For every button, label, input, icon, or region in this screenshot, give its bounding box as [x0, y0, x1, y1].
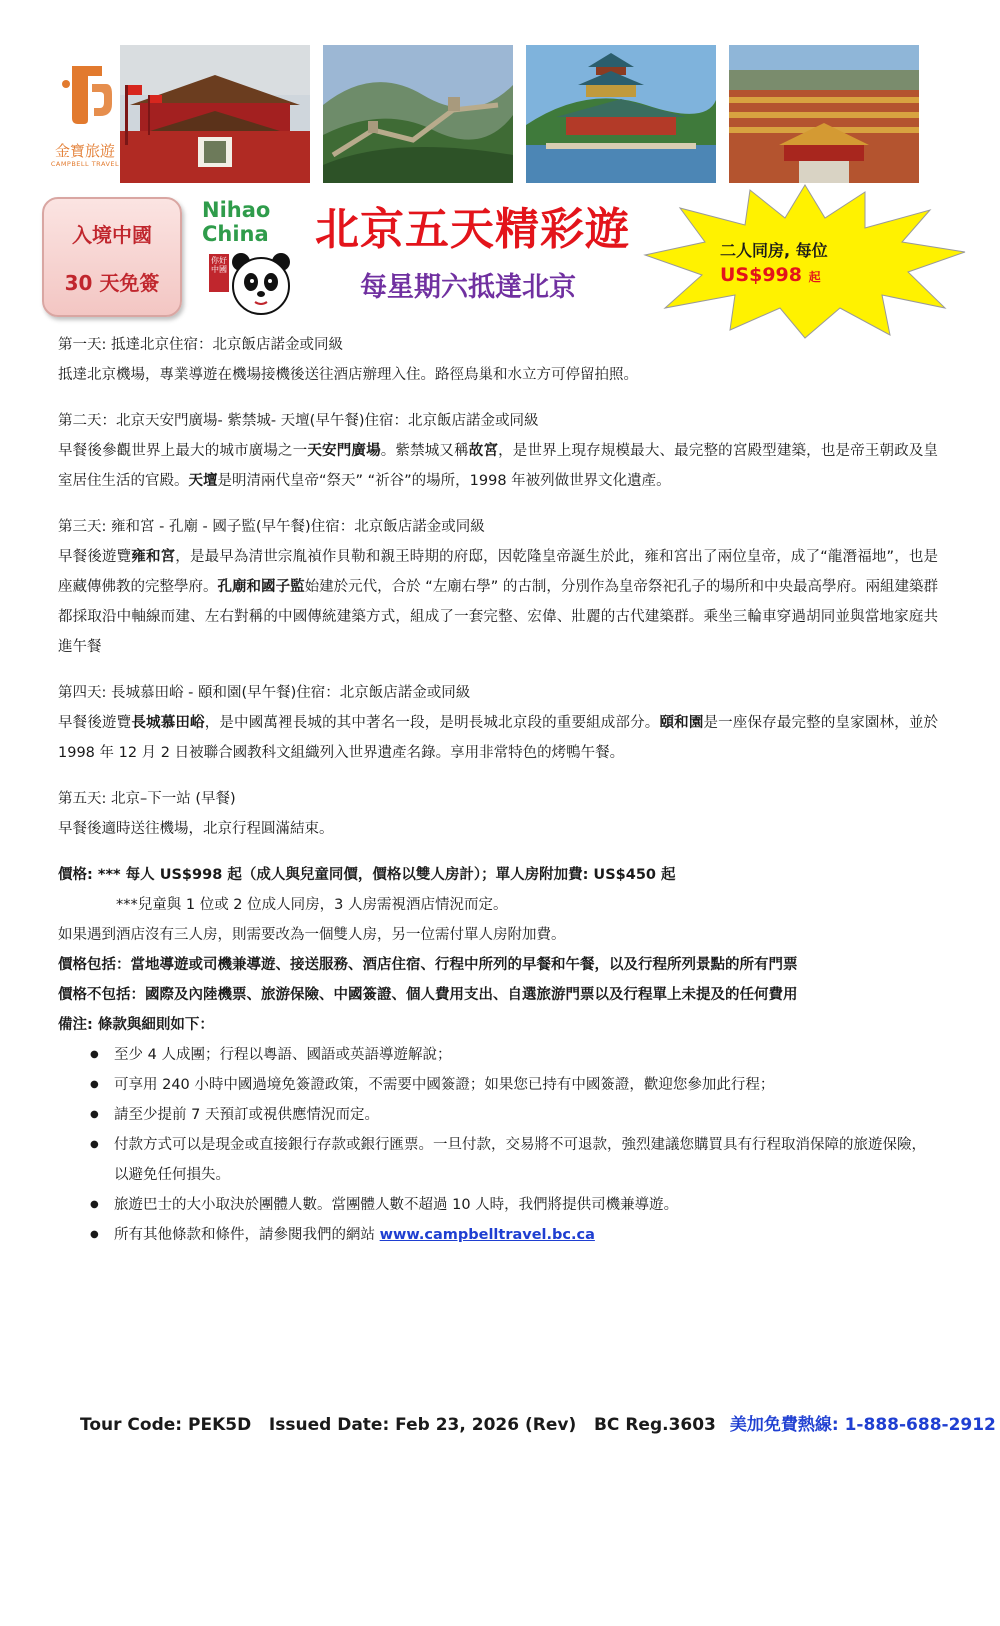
price-excludes: 價格不包括：國際及內陸機票、旅游保險、中國簽證、個人費用支出、自選旅游門票以及行程單上未提及的任何費用: [58, 987, 798, 1003]
price-burst-amount: US$998: [720, 264, 802, 286]
price-line: [58, 860, 938, 890]
list-item: ● 至少 4 人成團；行程以粵語、國語或英語導遊解說；: [90, 1040, 938, 1070]
brand-name-cn: 金寶旅遊: [54, 142, 115, 160]
day-title: 第四天: 長城慕田峪 - 頤和園(早午餐)住宿：北京飯店諾金或同級: [58, 685, 471, 701]
panda-icon: [229, 248, 293, 318]
day-5: [58, 784, 938, 844]
highlight-forbidden-city: 故宮: [468, 443, 499, 459]
highlight-confucius-temple: 孔廟和國子監: [217, 579, 305, 595]
day-4: [58, 678, 938, 768]
highlight-tiananmen: 天安門廣場: [307, 443, 381, 459]
list-item: ● 旅遊巴士的大小取決於團體人數。當團體人數不超過 10 人時，我們將提供司機兼導遊。: [90, 1190, 938, 1220]
child-policy: ***兒童與 1 位或 2 位成人同房，3 人房需視酒店情況而定。: [116, 897, 508, 913]
nihao-seal: 你好中國: [209, 254, 229, 292]
price-burst-label: 二人同房, 每位: [720, 241, 828, 260]
china-text: China: [202, 222, 269, 246]
text-run: ，是中國萬裡長城的其中著名一段，是明長城北京段的重要組成部分。: [204, 715, 660, 731]
list-item: ● 可享用 240 小時中國過境免簽證政策，不需要中國簽證；如果您已持有中國簽證，歡迎您參加此行程；: [90, 1070, 938, 1100]
visa-badge-line2: 30 天免簽: [64, 271, 160, 295]
forbidden-city-photo: [729, 45, 919, 183]
highlight-summer-palace: 頤和園: [659, 715, 704, 731]
tour-subtitle: 每星期六抵達北京: [360, 272, 576, 303]
summer-palace-photo: [526, 45, 716, 183]
day-description: [58, 542, 938, 662]
price-burst-price: [720, 264, 890, 286]
text-run: ，是世界上現存規模最大、最完整的宮殿型建築，也是帝王朝政及皇室居住生活的官殿。: [58, 443, 939, 489]
day-title: 第五天: 北京–下一站 (早餐): [58, 791, 236, 807]
nihao-china-logo: [197, 198, 297, 323]
tour-code-info: Tour Code: PEK5D Issued Date: Feb 23, 2026 (Rev) BC Reg.3603: [80, 1415, 716, 1435]
highlight-lama-temple: 雍和宮: [131, 549, 176, 565]
list-item: ● 請至少提前 7 天預訂或視供應情況而定。: [90, 1100, 938, 1130]
day-title: 第二天：北京天安門廣場- 紫禁城- 天壇(早午餐)住宿：北京飯店諾金或同級: [58, 413, 539, 429]
price-label: 價格:: [58, 867, 93, 883]
text-run: 是一座保存最完整的皇家園林，並於 1998 年 12 月 2 日被聯合國教科文組織列入世界遺產名錄。享用非常特色的烤鴨午餐。: [58, 715, 939, 761]
text-run: 早餐後遊覽: [58, 549, 132, 565]
day-description: [58, 436, 938, 496]
footer: [80, 1410, 996, 1435]
text-run: 早餐後參觀世界上最大的城市廣場之一: [58, 443, 308, 459]
day-2: [58, 406, 938, 496]
tour-title: 北京五天精彩遊: [315, 204, 630, 255]
highlight-temple-of-heaven: 天壇: [188, 473, 218, 489]
price-includes: 價格包括：當地導遊或司機兼導遊、接送服務、酒店住宿、行程中所列的早餐和午餐，以及行程所列景點的所有門票: [58, 957, 798, 973]
brand-logo: [40, 62, 130, 177]
itinerary-body: [58, 330, 938, 1250]
tiananmen-photo: [120, 45, 310, 183]
text-run: 始建於元代，合於 “左廟右學” 的古制，分別作為皇帝祭祀孔子的場所和中央最高學府。兩組建築群都採取沿中軸線而建、左右對稱的中國傳統建築方式，組成了一套完整、宏偉、壯麗的古代建築群。乘坐三輪車穿過胡同並與當地家庭共進午餐: [58, 579, 938, 655]
text-run: ，是最早為清世宗胤禎作貝勒和親王時期的府邸，因乾隆皇帝誕生於此，雍和宮出了兩位皇帝，成了“龍潛福地”，也是座藏傳佛教的完整學府。: [58, 549, 939, 595]
pricing-section: [58, 860, 938, 1250]
highlight-mutianyu: 長城慕田峪: [131, 715, 205, 731]
day-description: 抵達北京機場，專業導遊在機場接機後送往酒店辦理入住。路徑鳥巢和水立方可停留拍照。: [58, 367, 638, 383]
brand-name-en: CAMPBELL TRAVEL: [50, 160, 120, 168]
day-3: [58, 512, 938, 662]
visa-free-badge: [42, 197, 182, 317]
terms-website-text: 所有其他條款和條件，請參閱我們的網站: [114, 1227, 380, 1243]
triple-room-note: 如果遇到酒店沒有三人房，則需要改為一個雙人房，另一位需付單人房附加費。: [58, 927, 566, 943]
day-title: 第一天: 抵達北京住宿：北京飯店諾金或同級: [58, 337, 343, 353]
price-main: *** 每人 US$998 起（成人與兒童同價，價格以雙人房計）；單人房附加費: US$450 起: [92, 867, 676, 883]
notes-title: 備注: 條款與細則如下：: [58, 1017, 214, 1033]
campbell-logo-icon: [58, 64, 114, 126]
website-link[interactable]: www.campbelltravel.bc.ca: [379, 1227, 595, 1243]
day-description: [58, 708, 938, 768]
text-run: 。紫禁城又稱: [380, 443, 469, 459]
toll-free-hotline[interactable]: 美加免費熱線: 1-888-688-2912: [729, 1415, 996, 1435]
day-title: 第三天: 雍和宮 - 孔廟 - 國子監(早午餐)住宿：北京飯店諾金或同級: [58, 519, 485, 535]
text-run: 早餐後遊覽: [58, 715, 132, 731]
list-item: ● 付款方式可以是現金或直接銀行存款或銀行匯票。一旦付款，交易將不可退款，強烈建議您購買具有行程取消保障的旅遊保險，以避免任何損失。: [90, 1130, 938, 1190]
terms-list: [58, 1040, 938, 1250]
visa-badge-line1: 入境中國: [72, 223, 152, 247]
day-description: 早餐後適時送往機場，北京行程圓滿結束。: [58, 821, 334, 837]
great-wall-photo: [323, 45, 513, 183]
list-item: [90, 1220, 938, 1250]
day-1: [58, 330, 938, 390]
price-burst-suffix: 起: [808, 270, 821, 284]
text-run: 是明清兩代皇帝“祭天” “祈谷”的場所，1998 年被列做世界文化遺產。: [217, 473, 671, 489]
nihao-text: Nihao: [202, 198, 271, 222]
price-starburst: [640, 180, 970, 340]
